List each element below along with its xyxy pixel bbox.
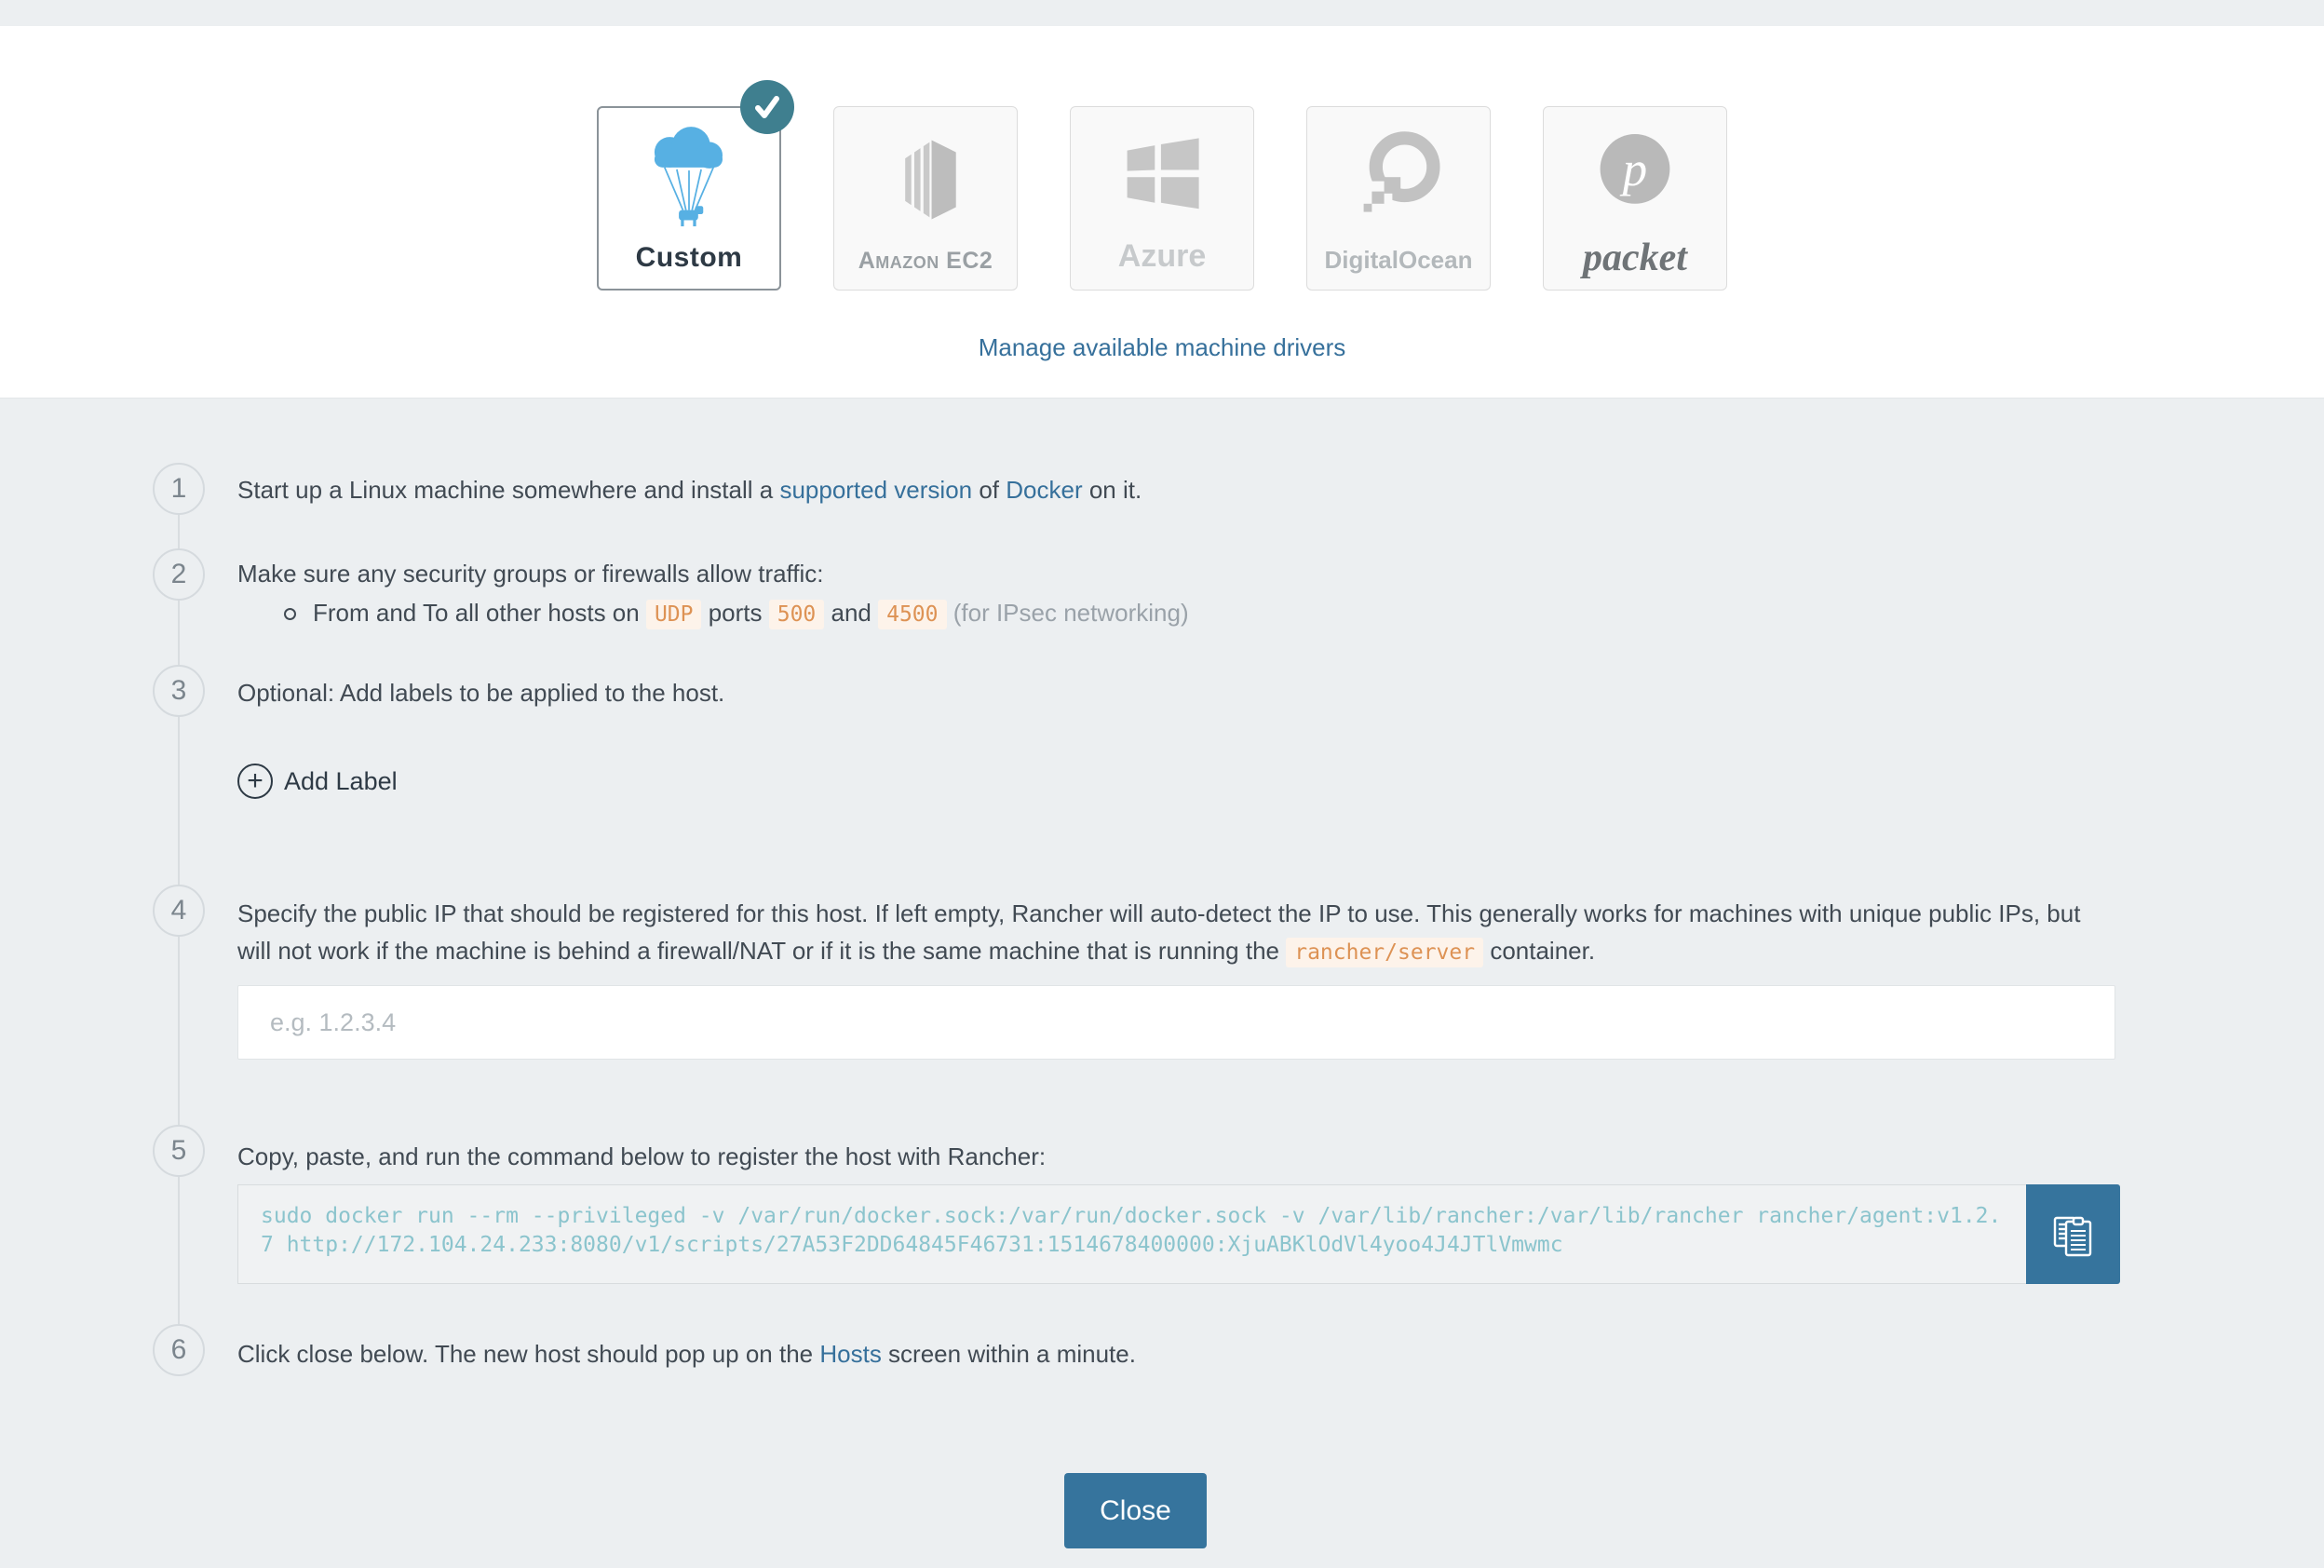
driver-label-packet: packet <box>1583 237 1687 279</box>
step-6-post: screen within a minute. <box>881 1340 1136 1368</box>
step-1-num: 1 <box>170 473 187 504</box>
step-number-5 <box>153 1125 205 1177</box>
bullet-pre: From and To all other hosts on <box>313 599 646 627</box>
step-1-mid: of <box>972 476 1007 504</box>
bullet-mid2: and <box>824 599 879 627</box>
step-1-pre: Start up a Linux machine somewhere and install a <box>237 476 780 504</box>
step-1-text <box>237 473 1142 507</box>
step-6-text <box>237 1337 1136 1371</box>
step-3-text: Optional: Add labels to be applied to the host. <box>237 679 725 707</box>
step-4-text <box>237 895 2115 971</box>
driver-tile-packet[interactable] <box>1543 106 1727 291</box>
registration-command-box[interactable]: sudo docker run --rm --privileged -v /var/run/docker.sock:/var/run/docker.sock -v /var/lib/rancher:/var/lib/rancher rancher/agent:v1.2.7 http://172.104.24.233:8080/v1/scripts/27A53F2DD64845F46731:1514678400000:XjuABKlOdVl4yoo4J4JTlVmwmc <box>237 1184 2026 1284</box>
add-label-text: Add Label <box>284 766 398 795</box>
plus-glyph: + <box>247 765 263 796</box>
step-6-num: 6 <box>170 1334 187 1365</box>
manage-machine-drivers-link[interactable]: Manage available machine drivers <box>978 333 1346 361</box>
port-500-code-badge: 500 <box>769 600 825 629</box>
step-2-title: Make sure any security groups or firewalls allow traffic: <box>237 560 824 588</box>
step-2-bullet-text <box>313 596 1189 631</box>
step-5-text: Copy, paste, and run the command below to register the host with Rancher: <box>237 1142 1047 1170</box>
step-2-num: 2 <box>170 559 187 589</box>
driver-tile-azure[interactable] <box>1070 106 1254 291</box>
driver-label-amazon-ec2: Amazon EC2 <box>858 248 993 274</box>
custom-cloud-icon <box>638 125 740 241</box>
step-5-num: 5 <box>170 1135 187 1166</box>
step-6-pre: Click close below. The new host should pop up on the <box>237 1340 820 1368</box>
bullet-circle-icon <box>284 608 296 620</box>
add-label-button[interactable] <box>237 764 398 799</box>
clipboard-icon <box>2052 1210 2095 1259</box>
step-number-2 <box>153 548 205 601</box>
step-number-6 <box>153 1324 205 1376</box>
udp-code-badge: UDP <box>646 600 702 629</box>
docker-link[interactable]: Docker <box>1006 476 1083 504</box>
close-button[interactable]: Close <box>1064 1473 1207 1548</box>
step-4-num: 4 <box>170 895 187 926</box>
driver-tile-digitalocean[interactable] <box>1306 106 1491 291</box>
driver-tile-custom[interactable] <box>597 106 781 291</box>
digitalocean-icon <box>1347 124 1450 231</box>
driver-label-custom: Custom <box>635 242 743 273</box>
step-2-bullet <box>237 596 1189 631</box>
driver-tile-amazon-ec2[interactable] <box>833 106 1018 291</box>
azure-windows-icon <box>1111 124 1213 231</box>
svg-text:p: p <box>1622 142 1648 196</box>
rancher-server-code-badge: rancher/server <box>1286 938 1483 967</box>
selected-check-badge <box>740 80 794 134</box>
copy-command-button[interactable] <box>2026 1184 2120 1284</box>
amazon-ec2-icon <box>874 124 977 240</box>
step-4-pre: Specify the public IP that should be registered for this host. If left empty, Rancher will auto-detect the IP to use. This generally works for machines with unique public IPs, but will not work if the machine is behind a firewall/NAT or if it is the same machine that is running the <box>237 899 2081 965</box>
step-4-post: container. <box>1483 937 1596 965</box>
step-number-4 <box>153 885 205 937</box>
step-number-1 <box>153 463 205 515</box>
hosts-link[interactable]: Hosts <box>819 1340 882 1368</box>
ipsec-note: (for IPsec networking) <box>953 599 1189 627</box>
driver-label-digitalocean: DigitalOcean <box>1324 246 1473 274</box>
step-2-text <box>237 557 1189 631</box>
driver-tiles-row <box>0 26 2324 291</box>
packet-icon <box>1584 124 1686 231</box>
bullet-mid1: ports <box>701 599 769 627</box>
step-1-post: on it. <box>1082 476 1142 504</box>
step-number-3 <box>153 665 205 717</box>
public-ip-input[interactable] <box>237 985 2115 1060</box>
supported-version-link[interactable]: supported version <box>779 476 973 504</box>
machine-driver-section <box>0 26 2324 399</box>
driver-label-azure: Azure <box>1117 238 1207 274</box>
check-icon <box>751 91 783 123</box>
plus-icon <box>237 764 273 799</box>
step-3-num: 3 <box>170 675 187 706</box>
port-4500-code-badge: 4500 <box>878 600 946 629</box>
